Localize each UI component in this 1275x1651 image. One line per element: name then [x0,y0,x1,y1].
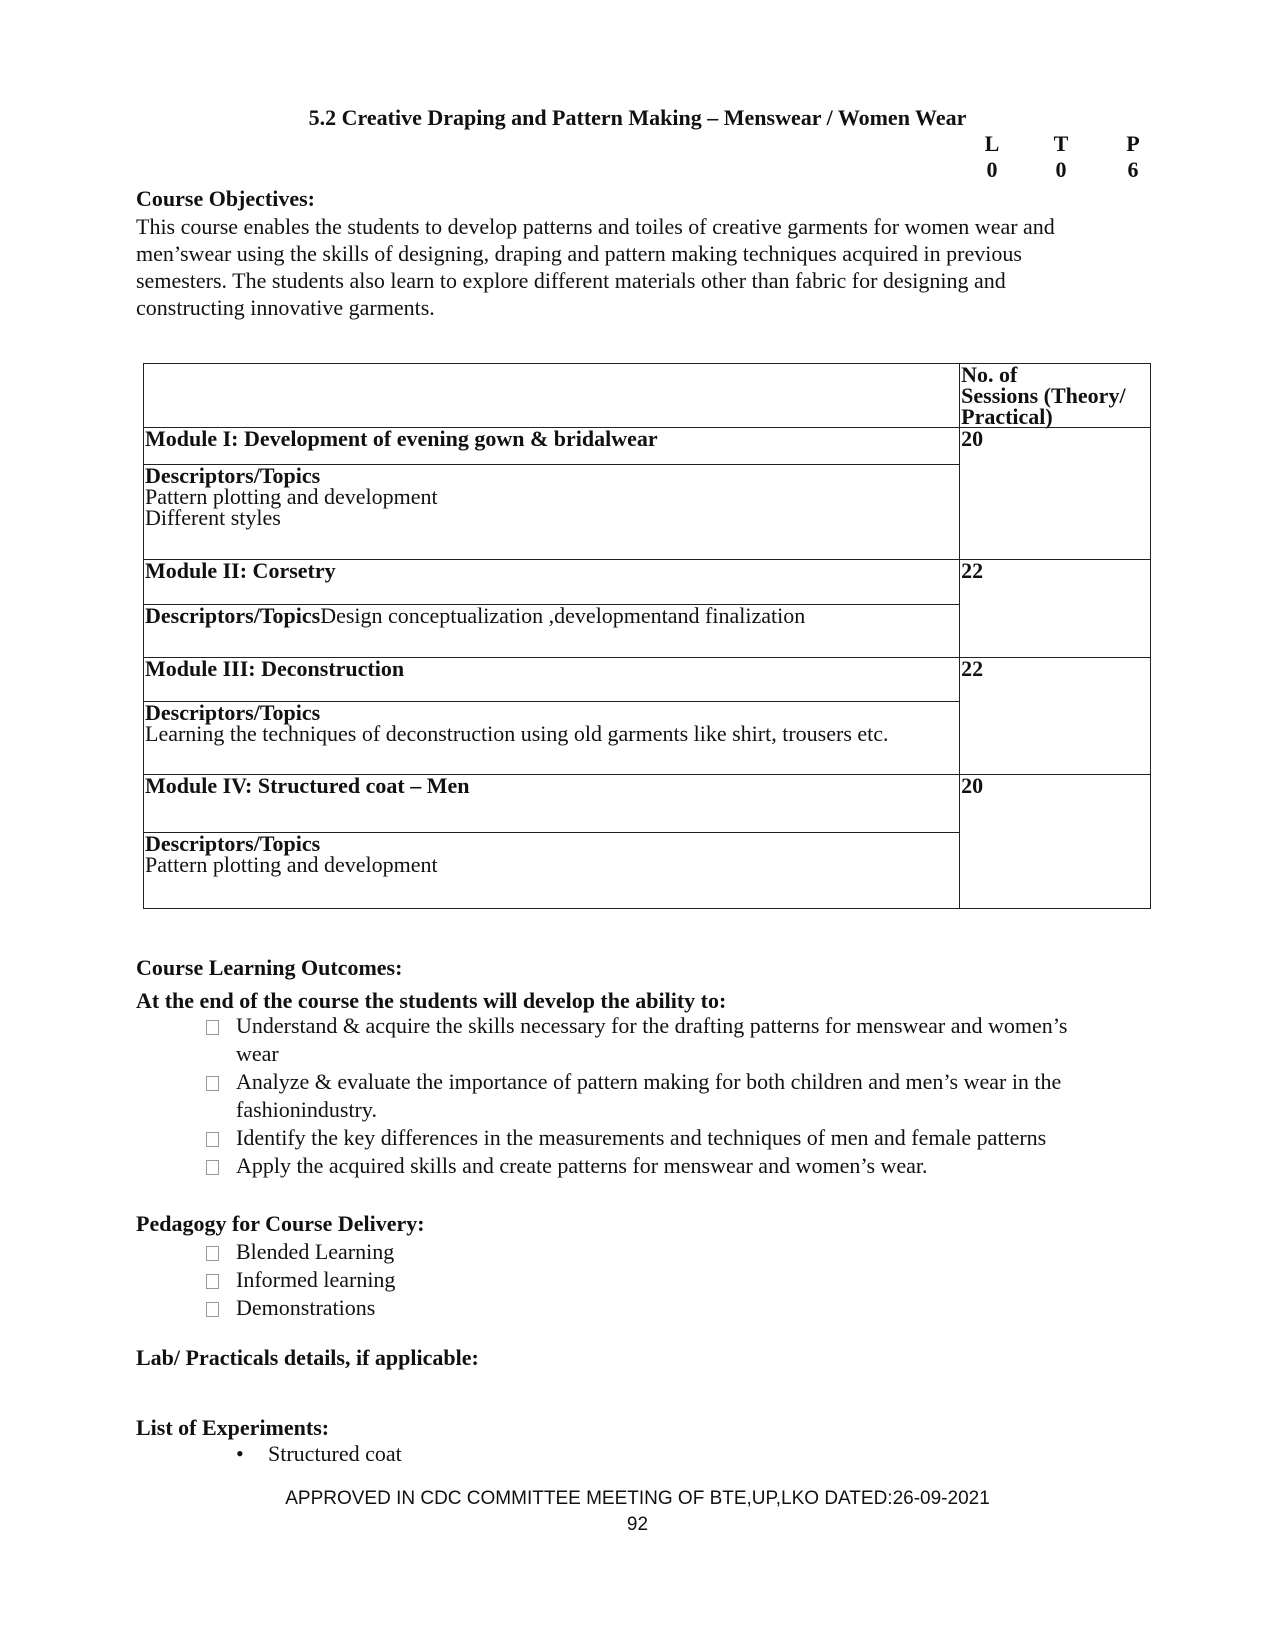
descriptor-line: Pattern plotting and development [145,852,438,877]
list-item [204,1152,1067,1180]
module-title: Module I: Development of evening gown & bridalwear [144,428,960,465]
approval-footer: APPROVED IN CDC COMMITTEE MEETING OF BTE,UP,LKO DATED:26-09-2021 [285,1488,990,1509]
outcome-text: wear [236,1041,279,1066]
descriptor-inline: Design conceptualization ,developmentand finalization [320,603,806,628]
outcome-text: fashionindustry. [236,1097,377,1122]
checkbox-glyph-icon [206,1020,219,1035]
sessions-header-line: No. of [961,362,1018,387]
checkbox-glyph-icon [206,1160,219,1175]
outcomes-subheading: At the end of the course the students will develop the ability to: [136,988,727,1013]
list-item [204,1068,1067,1124]
descriptor-line: Pattern plotting and development [145,484,438,509]
experiments-list [236,1440,402,1468]
list-item [204,1266,395,1294]
table-row [144,428,1151,465]
pedagogy-text: Informed learning [236,1267,396,1292]
sessions-header-line: Sessions (Theory/ [961,383,1126,408]
module-descriptors [144,702,960,775]
experiment-text: Structured coat [268,1441,402,1466]
module-title: Module III: Deconstruction [144,658,960,702]
ltp-value-p: 6 [1127,157,1139,182]
objectives-heading: Course Objectives: [136,186,316,211]
module-sessions: 20 [960,775,1151,909]
descriptor-line: Different styles [145,505,281,530]
experiments-heading: List of Experiments: [136,1415,330,1440]
checkbox-glyph-icon [206,1274,219,1289]
descriptors-label: Descriptors/Topics [145,463,321,488]
module-descriptors [144,465,960,560]
outcome-text: Identify the key differences in the measurements and techniques of men and female patterns [236,1125,1047,1150]
ltp-header-p: P [1126,131,1140,156]
ltp-header-t: T [1053,131,1069,156]
list-item [204,1294,395,1322]
pedagogy-text: Demonstrations [236,1295,376,1320]
pedagogy-text: Blended Learning [236,1239,395,1264]
objectives-line: constructing innovative garments. [136,295,435,320]
outcome-text: Apply the acquired skills and create patterns for menswear and women’s wear. [236,1153,928,1178]
page-number: 92 [626,1514,649,1535]
objectives-paragraph [136,213,1146,321]
checkbox-glyph-icon [206,1246,219,1261]
table-row [144,658,1151,702]
table-header-row [144,364,1151,428]
sessions-header [960,364,1151,428]
table-header-blank [144,364,960,428]
module-title: Module II: Corsetry [144,560,960,605]
ltp-value-t: 0 [1055,157,1067,182]
objectives-line: men’swear using the skills of designing, draping and pattern making techniques acquired in previous [136,241,1022,266]
objectives-line: This course enables the students to develop patterns and toiles of creative garments for women wear and [136,214,1055,239]
checkbox-glyph-icon [206,1132,219,1147]
module-sessions: 22 [960,560,1151,658]
modules-table [143,363,1151,909]
page-title: 5.2 Creative Draping and Pattern Making – Menswear / Women Wear [308,105,967,130]
bullet-icon: • [236,1441,244,1466]
outcomes-list [204,1012,1067,1180]
list-item [204,1124,1067,1152]
pedagogy-heading: Pedagogy for Course Delivery: [136,1211,425,1236]
checkbox-glyph-icon [206,1076,219,1091]
outcome-text: Understand & acquire the skills necessary for the drafting patterns for menswear and women’s [236,1013,1068,1038]
descriptors-label: Descriptors/Topics [145,603,321,628]
descriptors-label: Descriptors/Topics [145,700,321,725]
descriptors-label: Descriptors/Topics [145,831,321,856]
list-item [204,1238,395,1266]
sessions-header-line: Practical) [961,404,1053,429]
descriptor-line: Learning the techniques of deconstruction using old garments like shirt, trousers etc. [145,721,889,746]
ltp-header-l: L [984,131,1000,156]
module-descriptors [144,605,960,658]
module-sessions: 20 [960,428,1151,560]
objectives-line: semesters. The students also learn to explore different materials other than fabric for designing and [136,268,1006,293]
outcome-text: Analyze & evaluate the importance of pattern making for both children and men’s wear in the [236,1069,1062,1094]
module-descriptors [144,833,960,909]
outcomes-heading: Course Learning Outcomes: [136,955,403,980]
checkbox-glyph-icon [206,1302,219,1317]
lab-heading: Lab/ Practicals details, if applicable: [136,1345,479,1370]
list-item [204,1012,1067,1068]
module-sessions: 22 [960,658,1151,775]
list-item [236,1440,402,1468]
table-row [144,775,1151,833]
pedagogy-list [204,1238,395,1322]
ltp-value-l: 0 [986,157,998,182]
module-title: Module IV: Structured coat – Men [144,775,960,833]
table-row [144,560,1151,605]
